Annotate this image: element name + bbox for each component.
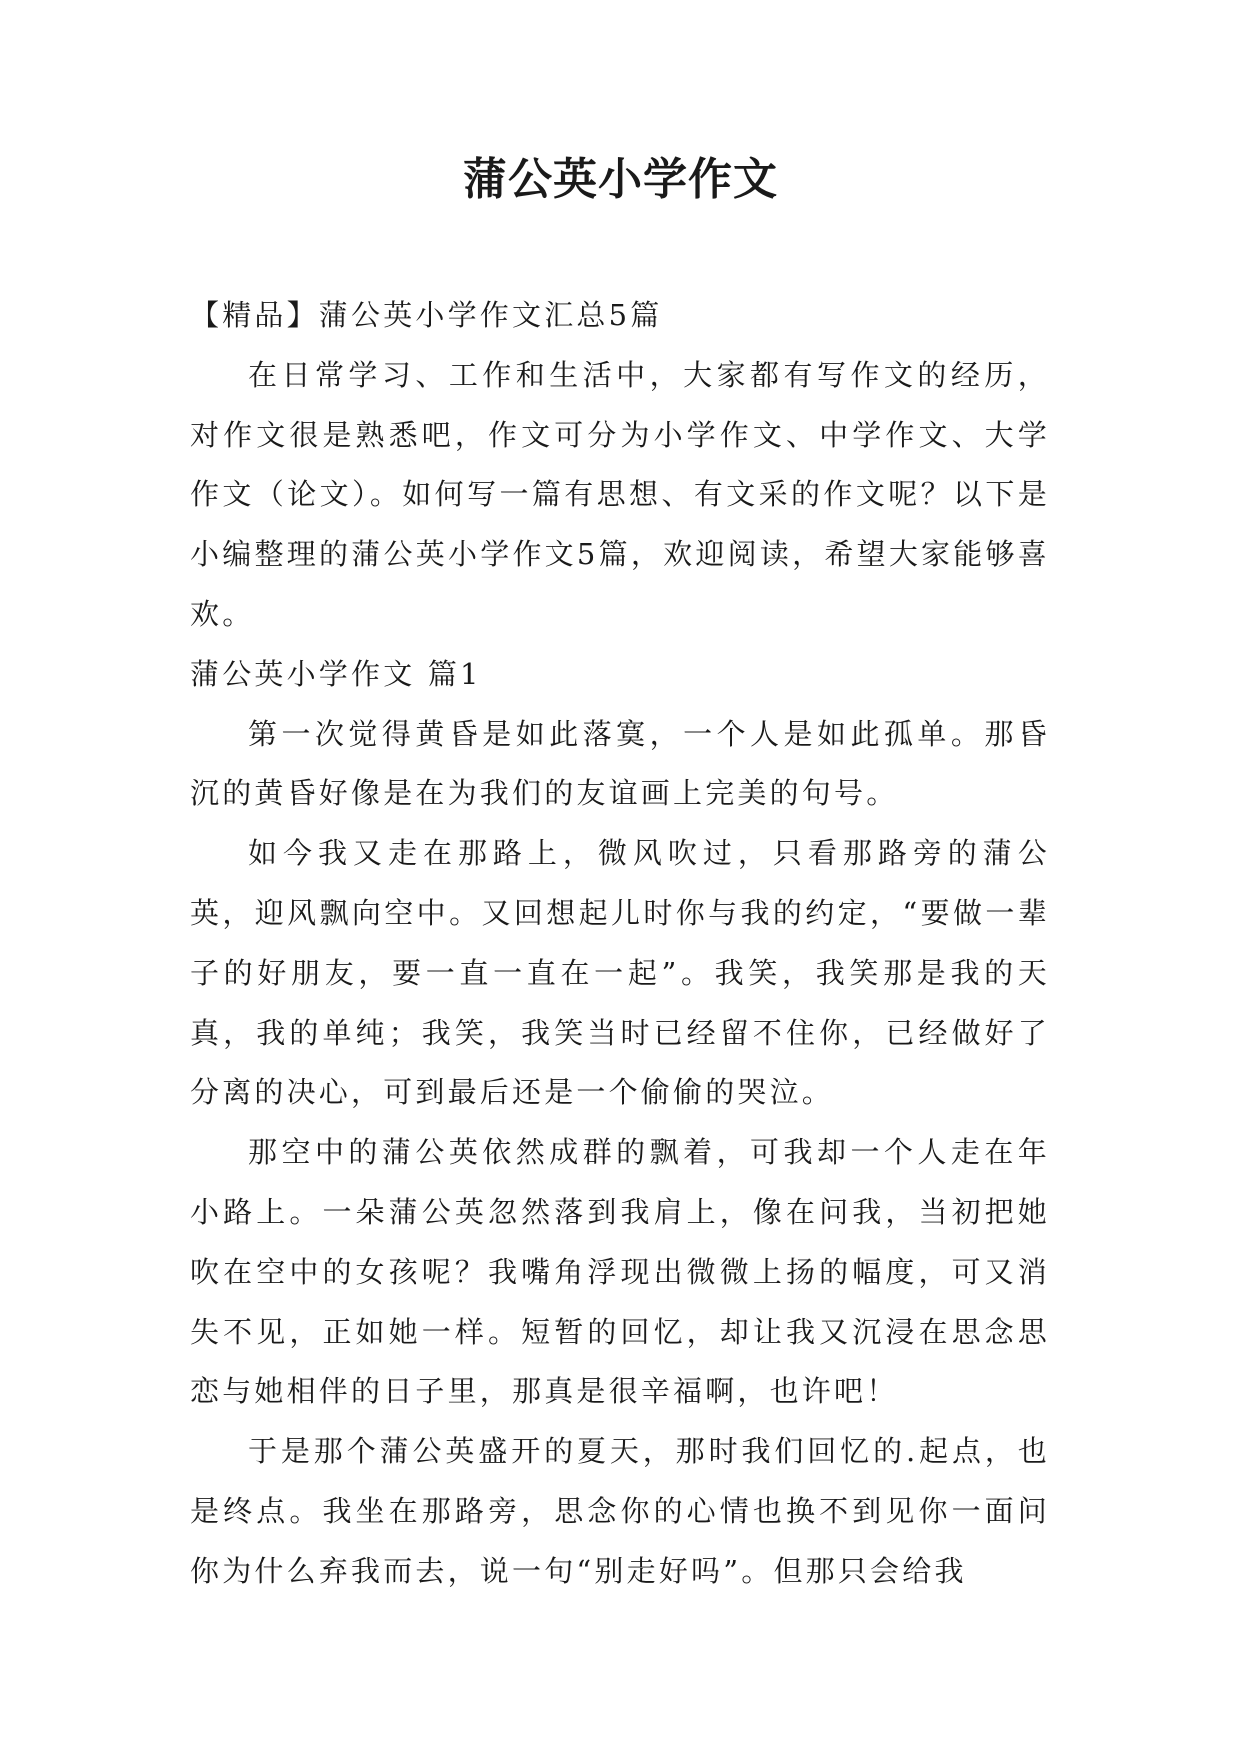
body-paragraph-4: 于是那个蒲公英盛开的夏天，那时我们回忆的.起点，也是终点。我坐在那路旁，思念你的心情也换不到见你一面问你为什么弃我而去，说一句“别走好吗”。但那只会给我 [190,1434,1050,1588]
document-body [190,286,1050,1602]
section-heading: 蒲公英小学作文 篇1 [190,656,482,691]
intro-paragraph: 在日常学习、工作和生活中，大家都有写作文的经历，对作文很是熟悉吧，作文可分为小学作文、中学作文、大学作文（论文）。如何写一篇有思想、有文采的作文呢？以下是小编整理的蒲公英小学作文5篇，欢迎阅读，希望大家能够喜欢。 [190,357,1050,631]
body-paragraph-1: 第一次觉得黄昏是如此落寞，一个人是如此孤单。那昏沉的黄昏好像是在为我们的友谊画上完美的句号。 [190,716,1050,811]
body-paragraph-3: 那空中的蒲公英依然成群的飘着，可我却一个人走在年小路上。一朵蒲公英忽然落到我肩上，像在问我，当初把她吹在空中的女孩呢？我嘴角浮现出微微上扬的幅度，可又消失不见，正如她一样。短暂的回忆，却让我又沉浸在思念思恋与她相伴的日子里，那真是很辛福啊，也许吧！ [190,1135,1050,1409]
intro-heading: 【精品】蒲公英小学作文汇总5篇 [190,298,663,332]
document-title: 蒲公英小学作文 [463,154,778,205]
body-paragraph-2: 如今我又走在那路上，微风吹过，只看那路旁的蒲公英，迎风飘向空中。又回想起儿时你与我的约定，“要做一辈子的好朋友，要一直一直在一起”。我笑，我笑那是我的天真，我的单纯；我笑，我笑当时已经留不住你，已经做好了分离的决心，可到最后还是一个偷偷的哭泣。 [190,836,1050,1110]
